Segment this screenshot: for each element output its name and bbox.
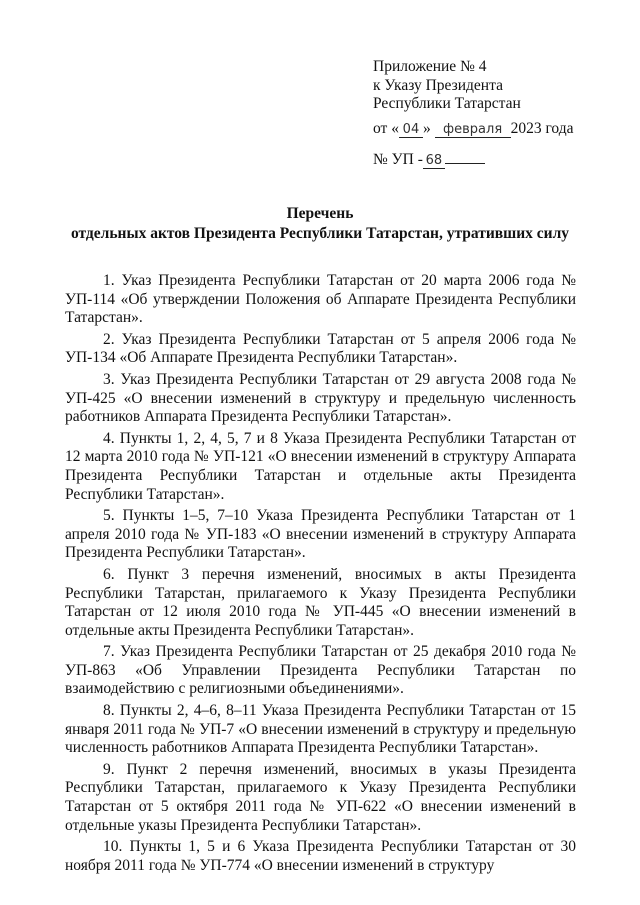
- list-subtitle: отдельных актов Президента Республики Татарстан, утративших силу: [70, 225, 570, 242]
- appendix-line-number: Приложение № 4: [373, 58, 487, 75]
- list-item: 1. Указ Президента Республики Татарстан от 20 марта 2006 года № УП-114 «Об утверждении Положения об Аппарате Президента Республики Татарстан».: [65, 272, 576, 327]
- decree-date: [373, 120, 574, 138]
- date-mid: »: [422, 120, 431, 137]
- list-item: 7. Указ Президента Республики Татарстан от 25 декабря 2010 года № УП-863 «Об Управлении Президента Республики Татарстан по взаимодействию с религиозными объединениями».: [65, 643, 576, 698]
- list-title: Перечень: [286, 205, 354, 222]
- decree-number: [373, 149, 485, 169]
- date-year: 2023 года: [510, 120, 574, 137]
- list-item: 8. Пункты 2, 4–6, 8–11 Указа Президента Республики Татарстан от 15 января 2011 года № УП-7 «О внесении изменений в структуру и предельную численность работников Аппарата Президента Республики Татарстан».: [65, 702, 576, 757]
- list-item: 2. Указ Президента Республики Татарстан от 5 апреля 2006 года № УП-134 «Об Аппарате Президента Республики Татарстан».: [65, 330, 576, 367]
- number-prefix: № УП -: [373, 151, 423, 168]
- appendix-line-republic: Республики Татарстан: [373, 95, 521, 112]
- acts-list: [65, 272, 576, 878]
- list-item: 3. Указ Президента Республики Татарстан от 29 августа 2008 года № УП-425 «О внесении изменений в структуру и предельную численность работников Аппарата Президента Республики Татарстан».: [65, 370, 576, 426]
- appendix-line-decree: к Указу Президента: [373, 76, 503, 94]
- date-month: февраля: [435, 123, 511, 138]
- list-item: 9. Пункт 2 перечня изменений, вносимых в указы Президента Республики Татарстан, прилагаемого к Указу Президента Республики Татарстан от 5 октября 2011 года № УП-622 «О внесении изменений в отдельные указы Президента Республики Татарстан».: [65, 760, 576, 834]
- list-item: 4. Пункты 1, 2, 4, 5, 7 и 8 Указа Президента Республики Татарстан от 12 марта 2010 года № УП-121 «О внесении изменений в структуру Аппарата Президента Республики Татарстан и отдельные акты Президента Республики Татарстан».: [65, 429, 576, 503]
- list-item: 6. Пункт 3 перечня изменений, вносимых в акты Президента Республики Татарстан, прилагаемого к Указу Президента Республики Татарстан от 12 июля 2010 года № УП-445 «О внесении изменений в отдельные акты Президента Республики Татарстан».: [65, 565, 576, 639]
- number-value: 68: [423, 154, 445, 169]
- number-underline: [445, 149, 485, 164]
- appendix-block: [373, 58, 521, 114]
- date-prefix: от «: [373, 120, 399, 137]
- list-item: 10. Пункты 1, 5 и 6 Указа Президента Республики Татарстан от 30 ноября 2011 года № УП-774 «О внесении изменений в структуру: [65, 838, 576, 874]
- date-day: 04: [399, 123, 423, 138]
- list-item: 5. Пункты 1–5, 7–10 Указа Президента Республики Татарстан от 1 апреля 2010 года № УП-183 «О внесении изменений в структуру Аппарата Президента Республики Татарстан».: [65, 507, 576, 562]
